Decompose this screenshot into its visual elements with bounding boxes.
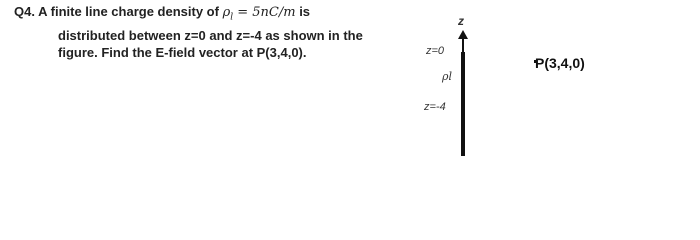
point-p-label: P(3,4,0) [535, 55, 585, 71]
question-line-1-text: A finite line charge density of [38, 4, 219, 19]
rho-l-label: ρl [442, 70, 452, 83]
rho-symbol: $\rho_l = 5nC/m$ [222, 5, 296, 23]
question-number: Q4. [14, 4, 35, 19]
question-line-2: distributed between z=0 and z=-4 as shown in the [58, 27, 363, 43]
z-zero-label: z=0 [426, 45, 445, 57]
line-charge-bar [461, 52, 465, 156]
question-line-1-tail: is [295, 4, 311, 19]
question-line-3: figure. Find the E-field vector at P(3,4,0). [58, 44, 307, 60]
z-minus-four-label: z=-4 [424, 101, 446, 113]
z-axis-arrowhead [458, 30, 468, 39]
z-axis-label: z [458, 14, 464, 28]
